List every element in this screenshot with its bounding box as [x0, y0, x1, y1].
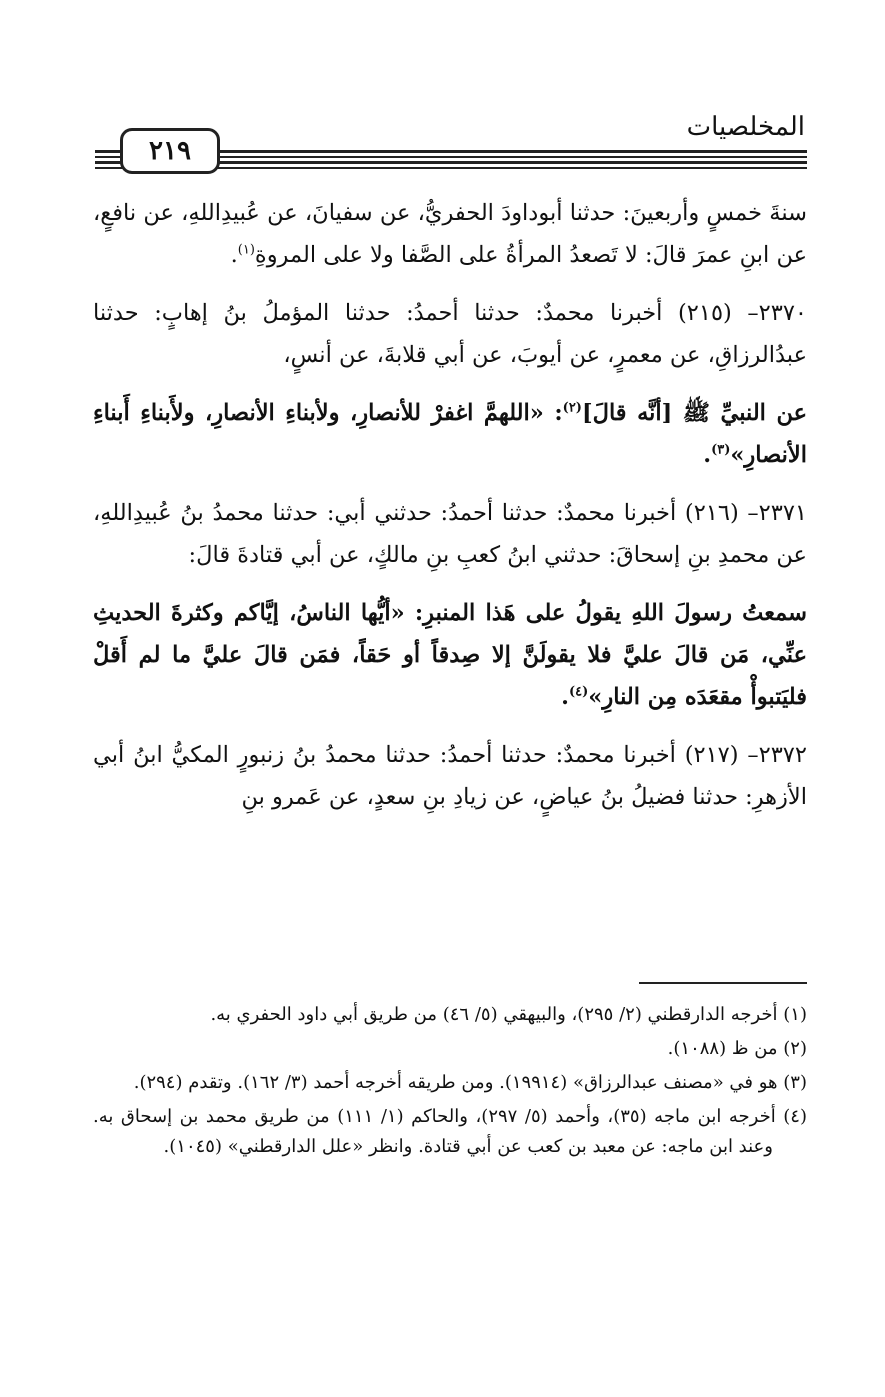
paragraph-text: ٢٣٧٢– (٢١٧) أخبرنا محمدٌ: حدثنا أحمدُ: حدثنا محمدُ بنُ زنبورٍ المكيُّ ابنُ أبي الأزهرِ: حدثنا فضيلُ بنُ عياضٍ، عن زيادِ بنِ سعدٍ، عن عَمرو بنِ	[93, 742, 807, 810]
footnote: (١) أخرجه الدارقطني (٢/ ٢٩٥)، والبيهقي (٥/ ٤٦) من طريق أبي داود الحفري به.	[210, 1004, 807, 1025]
footnote-ref: (٣)	[711, 442, 731, 458]
footnote: (٣) هو في «مصنف عبدالرزاق» (١٩٩١٤). ومن طريقه أخرجه أحمد (٣/ ١٦٢). وتقدم (٢٩٤).	[133, 1072, 807, 1093]
paragraph-end: .	[230, 242, 238, 268]
paragraph-text: سمعتُ رسولَ اللهِ يقولُ على هَذا المنبرِ: «أيُّها الناسُ، إيَّاكم وكثرةَ الحديثِ عنِّي، مَن قالَ عليَّ فلا يقولَنَّ إلا صِدقاً أو حَقاً، فمَن قالَ عليَّ ما لم أَقلْ فليَتبوأْ مقعَدَه مِن النارِ»	[93, 600, 807, 710]
paragraph-text: : «اللهمَّ اغفرْ للأنصارِ، ولأبناءِ الأنصارِ، ولأَبناءِ أَبناءِ الأنصارِ»	[93, 400, 807, 468]
page-number: ٢١٩	[149, 136, 191, 166]
paragraph-text: سنةَ خمسٍ وأربعينَ: حدثنا أبوداودَ الحفريُّ، عن سفيانَ، عن عُبيدِاللهِ، عن نافعٍ، عن ابنِ عمرَ قالَ: لا تَصعدُ المرأةُ على الصَّفا ولا على المروةِ	[93, 200, 807, 268]
page-number-box	[120, 128, 220, 174]
hadith-matn	[93, 392, 807, 476]
paragraph-text: ٢٣٧٠– (٢١٥) أخبرنا محمدٌ: حدثنا أحمدُ: حدثنا المؤملُ بنُ إهابٍ: حدثنا عبدُالرزاقِ، عن معمرٍ، عن أيوبَ، عن أبي قلابةَ، عن أنسٍ،	[93, 300, 807, 368]
page-header	[95, 112, 807, 182]
footnote-separator	[639, 982, 807, 984]
footnote-ref: (٤)	[569, 684, 589, 700]
main-text	[93, 192, 807, 834]
hadith-isnad	[93, 292, 807, 376]
paragraph-text: عن النبيِّ ﷺ [أنَّه قالَ]	[581, 400, 807, 426]
footnotes	[93, 1000, 807, 1166]
footnote: (٤) أخرجه ابن ماجه (٣٥)، وأحمد (٥/ ٢٩٧)، والحاكم (١/ ١١١) من طريق محمد بن إسحاق به. وعند ابن ماجه: عن معبد بن كعب عن أبي قتادة. وانظر «علل الدارقطني» (١٠٤٥).	[93, 1106, 807, 1157]
footnote-ref: (١)	[237, 242, 255, 258]
footnote: (٢) من ظ (١٠٨٨).	[667, 1038, 807, 1059]
paragraph	[93, 192, 807, 276]
paragraph-end: .	[561, 684, 569, 710]
hadith-isnad	[93, 492, 807, 576]
paragraph-end: .	[703, 442, 712, 468]
running-title: المخلصيات	[686, 112, 805, 142]
footnote-ref: (٢)	[562, 400, 582, 416]
hadith-matn	[93, 592, 807, 718]
hadith-isnad	[93, 734, 807, 818]
paragraph-text: ٢٣٧١– (٢١٦) أخبرنا محمدٌ: حدثنا أحمدُ: حدثني أبي: حدثنا محمدُ بنُ عُبيدِاللهِ، عن محمدِ بنِ إسحاقَ: حدثني ابنُ كعبِ بنِ مالكٍ، عن أبي قتادةَ قالَ:	[93, 500, 808, 568]
